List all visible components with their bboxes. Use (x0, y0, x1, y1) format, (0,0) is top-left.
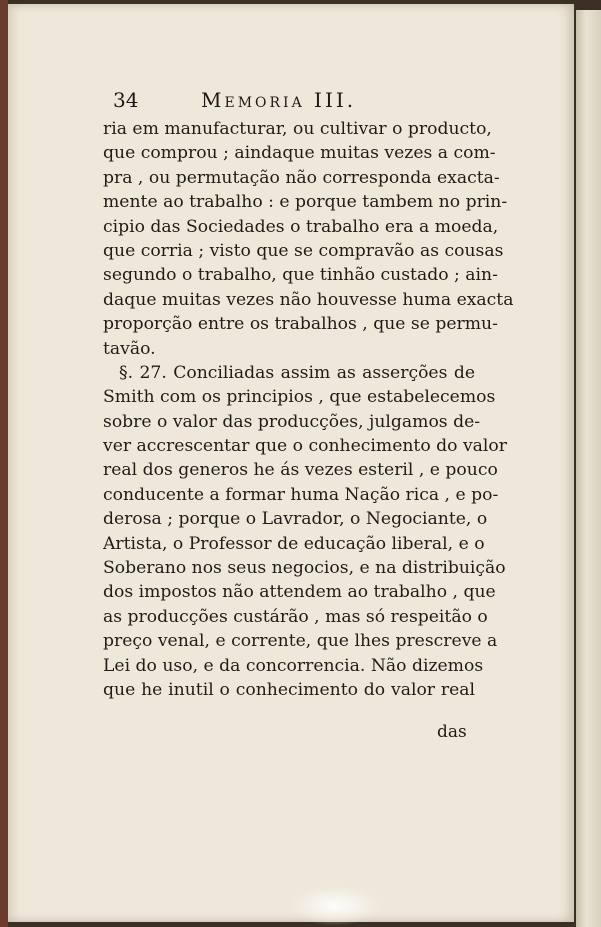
facing-page-edge (576, 10, 601, 927)
paper-stain (290, 886, 380, 926)
binding-edge (0, 0, 8, 927)
text-line: as producções custárão , mas só respeitão o (103, 606, 488, 627)
text-line: cipio das Sociedades o trabalho era a moeda, (103, 216, 499, 237)
text-line: Artista, o Professor de educação liberal, e o (103, 533, 485, 554)
text-line: derosa ; porque o Lavrador, o Negociante, o (103, 509, 488, 530)
text-line: real dos generos he ás vezes esteril , e pouco (103, 460, 498, 481)
text-line: conducente a formar huma Nação rica , e po- (103, 484, 499, 505)
text-line: mente ao trabalho : e porque tambem no prin- (103, 192, 508, 213)
text-line: Smith com os principios , que estabelecemos (103, 387, 496, 408)
text-line: tavão. (103, 338, 156, 359)
text-line: Soberano nos seus negocios, e na distribuição (103, 558, 506, 579)
text-line: sobre o valor das producções, julgamos de- (103, 411, 481, 432)
text-line: preço venal, e corrente, que lhes prescreve a (103, 631, 498, 652)
text-line: pra , ou permutação não corresponda exacta- (103, 167, 500, 188)
running-title: Memoria III. (201, 88, 357, 112)
text-line: ver accrescentar que o conhecimento do valor (103, 436, 507, 457)
page-number: 34 (113, 88, 139, 112)
text-line: que comprou ; aindaque muitas vezes a com- (103, 143, 496, 164)
catchword: das (437, 722, 467, 742)
text-line: Lei do uso, e da concorrencia. Não dizemos (103, 655, 484, 676)
text-line: ria em manufacturar, ou cultivar o producto, (103, 119, 492, 139)
text-line: que corria ; visto que se compravão as cousas (103, 240, 504, 261)
text-line: segundo o trabalho, que tinhão custado ; ain- (103, 265, 498, 286)
page-header (113, 86, 473, 116)
section-heading-line: §. 27. Conciliadas assim as asserções de (119, 362, 475, 383)
body-text (103, 117, 514, 702)
text-line: proporção entre os trabalhos , que se permu- (103, 314, 498, 335)
text-line: que he inutil o conhecimento do valor real (103, 679, 475, 700)
text-line: daque muitas vezes não houvesse huma exacta (103, 289, 514, 310)
text-line: dos impostos não attendem ao trabalho , que (103, 582, 496, 603)
